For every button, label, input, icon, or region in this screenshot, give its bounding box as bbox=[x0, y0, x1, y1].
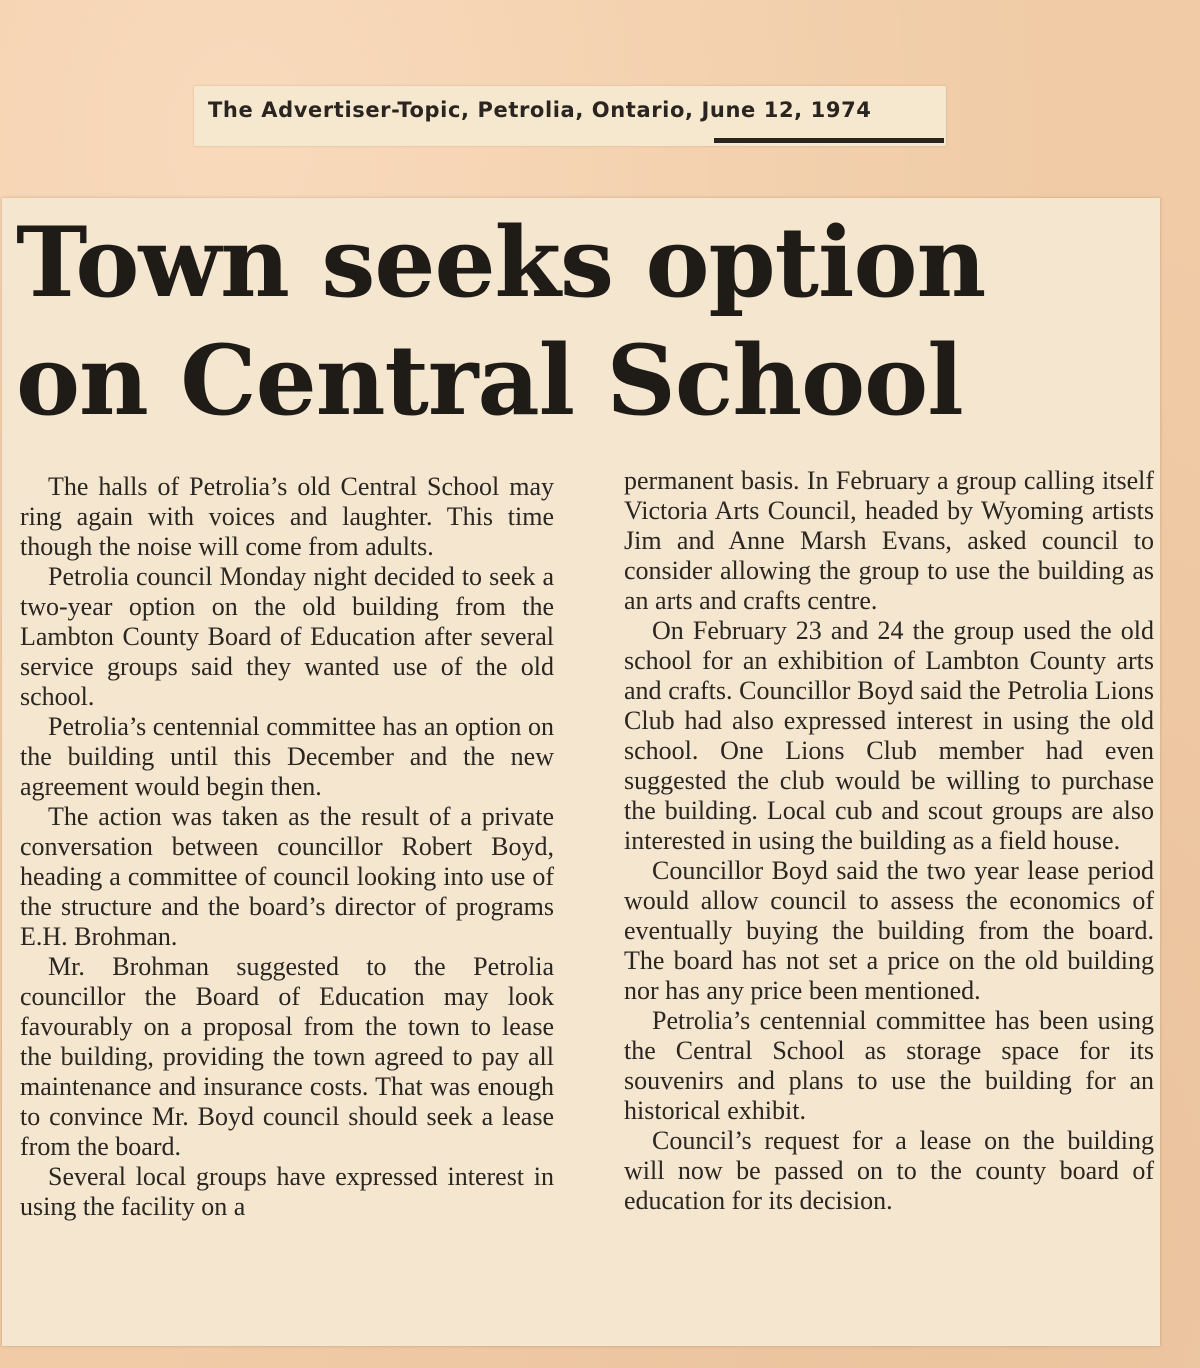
paragraph-continued: permanent basis. In February a group calling itself Victoria Arts Council, headed by Wyoming artists Jim and Anne Marsh Evans, asked council to consider allowing the group to use the building as an arts and crafts centre. bbox=[624, 466, 1154, 615]
paragraph: Petrolia’s centennial committee has an option on the building until this December and the new agreement would begin then. bbox=[20, 712, 554, 801]
paragraph: Councillor Boyd said the two year lease period would allow council to assess the economics of eventually buying the building from the board. The board has not set a price on the old building nor has any price been mentioned. bbox=[624, 856, 1154, 1005]
paragraph: Petrolia’s centennial committee has been using the Central School as storage space for its souvenirs and plans to use the building for an historical exhibit. bbox=[624, 1006, 1154, 1125]
paragraph: The action was taken as the result of a private conversation between councillor Robert Boyd, heading a committee of council looking into use of the structure and the board’s director of programs E.H. Brohman. bbox=[20, 802, 554, 951]
left-column bbox=[20, 472, 554, 1222]
paragraph: On February 23 and 24 the group used the old school for an exhibition of Lambton County arts and crafts. Councillor Boyd said the Petrolia Lions Club had also expressed interest in using the old school. One Lions Club member had even suggested the club would be willing to purchase the building. Local cub and scout groups are also interested in using the building as a field house. bbox=[624, 616, 1154, 855]
headline bbox=[16, 204, 1156, 440]
paragraph: Council’s request for a lease on the building will now be passed on to the county board of education for its decision. bbox=[624, 1126, 1154, 1215]
paragraph: Petrolia council Monday night decided to seek a two-year option on the old building from the Lambton County Board of Education after several service groups said they wanted use of the old school. bbox=[20, 562, 554, 711]
newspaper-masthead-clipping bbox=[194, 86, 946, 146]
masthead-rule bbox=[714, 138, 944, 143]
right-column bbox=[624, 466, 1154, 1216]
headline-line-1: Town seeks option bbox=[16, 206, 986, 319]
paragraph: The halls of Petrolia’s old Central School may ring again with voices and laughter. This time though the noise will come from adults. bbox=[20, 472, 554, 561]
masthead-text: The Advertiser-Topic, Petrolia, Ontario, June 12, 1974 bbox=[208, 98, 872, 122]
paragraph: Several local groups have expressed interest in using the facility on a bbox=[20, 1162, 554, 1221]
headline-line-2: on Central School bbox=[16, 324, 963, 437]
article-clipping bbox=[2, 198, 1160, 1346]
paragraph: Mr. Brohman suggested to the Petrolia councillor the Board of Education may look favourably on a proposal from the town to lease the building, providing the town agreed to pay all maintenance and insurance costs. That was enough to convince Mr. Boyd council should seek a lease from the board. bbox=[20, 952, 554, 1161]
